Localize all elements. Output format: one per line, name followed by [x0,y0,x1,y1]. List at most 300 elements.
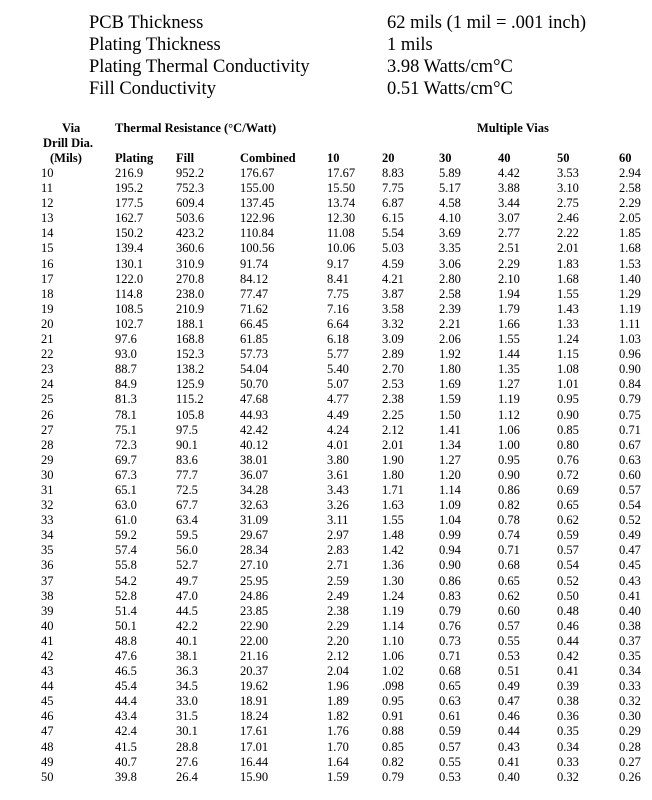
cell-drill-dia: 36 [41,558,54,573]
cell-fill: 36.3 [176,664,198,679]
cell-plating: 216.9 [115,166,144,180]
cell-fill: 423.2 [176,226,205,241]
cell-vias-20: 3.32 [382,316,404,331]
cell-vias-60: 1.29 [619,286,641,301]
cell-plating: 48.8 [115,633,137,648]
table-row [0,287,652,302]
cell-fill: 26.4 [176,769,198,784]
cell-vias-30: 2.39 [439,301,461,316]
cell-plating: 59.2 [115,528,137,543]
table-row [0,724,652,739]
cell-vias-50: 3.10 [557,181,579,196]
cell-vias-50: 0.32 [557,769,579,784]
cell-plating: 150.2 [115,226,144,241]
cell-vias-10: 6.64 [327,316,349,331]
cell-fill: 125.9 [176,377,205,392]
cell-vias-30: 1.92 [439,347,461,362]
cell-vias-10: 1.59 [327,769,349,784]
col-header-40: 40 [498,151,511,165]
cell-vias-30: 3.06 [439,256,461,271]
cell-vias-60: 2.05 [619,211,641,226]
table-row [0,377,652,392]
cell-vias-50: 0.46 [557,618,579,633]
cell-drill-dia: 18 [41,286,54,301]
cell-combined: 77.47 [240,286,269,301]
cell-combined: 29.67 [240,528,269,543]
cell-vias-50: 0.52 [557,573,579,588]
cell-vias-50: 0.35 [557,724,579,739]
table-row [0,740,652,755]
cell-drill-dia: 22 [41,347,54,362]
col-header-20: 20 [382,151,395,165]
cell-drill-dia: 12 [41,196,54,211]
cell-vias-30: 5.89 [439,166,461,180]
cell-vias-50: 0.59 [557,528,579,543]
cell-vias-60: 0.43 [619,573,641,588]
cell-vias-60: 0.26 [619,769,641,784]
cell-vias-20: 2.53 [382,377,404,392]
cell-vias-50: 1.33 [557,316,579,331]
cell-vias-60: 0.28 [619,739,641,754]
cell-vias-10: 3.26 [327,498,349,513]
cell-vias-20: 4.59 [382,256,404,271]
cell-fill: 40.1 [176,633,198,648]
cell-vias-30: 1.27 [439,452,461,467]
cell-vias-50: 2.01 [557,241,579,256]
cell-fill: 44.5 [176,603,198,618]
via-header-line3: (Mils) [50,151,82,165]
cell-drill-dia: 19 [41,301,54,316]
cell-vias-10: 2.49 [327,588,349,603]
cell-plating: 122.0 [115,271,144,286]
cell-fill: 30.1 [176,724,198,739]
cell-drill-dia: 42 [41,649,54,663]
cell-fill: 609.4 [176,196,205,211]
cell-fill: 67.7 [176,498,198,513]
cell-vias-50: 2.46 [557,211,579,226]
cell-vias-10: 12.30 [327,211,356,226]
cell-drill-dia: 45 [41,694,54,709]
cell-vias-50: 2.22 [557,226,579,241]
cell-vias-10: 2.83 [327,543,349,558]
cell-fill: 952.2 [176,166,205,180]
cell-combined: 16.44 [240,754,269,769]
cell-fill: 72.5 [176,482,198,497]
cell-combined: 18.91 [240,694,269,709]
cell-vias-40: 0.53 [498,649,520,663]
cell-vias-50: 1.83 [557,256,579,271]
cell-combined: 28.34 [240,543,269,558]
cell-vias-60: 0.84 [619,377,641,392]
cell-vias-50: 0.69 [557,482,579,497]
cell-fill: 503.6 [176,211,205,226]
cell-combined: 84.12 [240,271,269,286]
cell-drill-dia: 34 [41,528,54,543]
cell-fill: 47.0 [176,588,198,603]
cell-drill-dia: 26 [41,407,54,422]
table-row [0,528,652,543]
cell-vias-20: 1.42 [382,543,404,558]
cell-vias-40: 3.88 [498,181,520,196]
cell-vias-50: 0.90 [557,407,579,422]
cell-vias-50: 1.55 [557,286,579,301]
cell-drill-dia: 46 [41,709,54,724]
cell-vias-20: 1.14 [382,618,404,633]
cell-drill-dia: 23 [41,362,54,377]
table-row [0,453,652,468]
cell-vias-40: 1.19 [498,392,520,407]
cell-drill-dia: 17 [41,271,54,286]
cell-drill-dia: 49 [41,754,54,769]
cell-vias-20: 1.63 [382,498,404,513]
cell-vias-10: 1.89 [327,694,349,709]
param-label-fill-conductivity: Fill Conductivity [89,79,216,99]
table-row [0,770,652,785]
cell-combined: 66.45 [240,316,269,331]
cell-vias-30: 3.69 [439,226,461,241]
cell-vias-10: 3.11 [327,513,349,528]
cell-combined: 21.16 [240,649,269,663]
cell-drill-dia: 10 [41,166,54,180]
cell-plating: 63.0 [115,498,137,513]
cell-plating: 44.4 [115,694,137,709]
table-row [0,468,652,483]
cell-vias-40: 0.65 [498,573,520,588]
cell-vias-10: 1.96 [327,679,349,694]
cell-vias-10: 17.67 [327,166,356,180]
cell-combined: 42.42 [240,422,269,437]
cell-plating: 130.1 [115,256,144,271]
cell-plating: 195.2 [115,181,144,196]
table-row [0,634,652,649]
cell-vias-20: 1.02 [382,664,404,679]
cell-vias-30: 0.76 [439,618,461,633]
cell-vias-10: 2.38 [327,603,349,618]
table-row [0,347,652,362]
cell-vias-60: 0.29 [619,724,641,739]
cell-vias-50: 1.43 [557,301,579,316]
table-row [0,181,652,196]
cell-vias-10: 2.04 [327,664,349,679]
cell-vias-30: 0.94 [439,543,461,558]
cell-vias-30: 2.06 [439,332,461,347]
cell-vias-50: 0.57 [557,543,579,558]
cell-vias-40: 0.74 [498,528,520,543]
cell-vias-10: 6.18 [327,332,349,347]
cell-fill: 238.0 [176,286,205,301]
cell-vias-20: 2.12 [382,422,404,437]
table-row [0,498,652,513]
cell-vias-20: 2.38 [382,392,404,407]
cell-vias-40: 0.86 [498,482,520,497]
cell-drill-dia: 24 [41,377,54,392]
cell-vias-40: 0.41 [498,754,520,769]
cell-vias-20: 1.24 [382,588,404,603]
cell-vias-40: 4.42 [498,166,520,180]
cell-plating: 88.7 [115,362,137,377]
cell-vias-30: 1.50 [439,407,461,422]
cell-vias-10: 5.77 [327,347,349,362]
cell-vias-30: 1.09 [439,498,461,513]
cell-plating: 55.8 [115,558,137,573]
cell-vias-60: 1.11 [619,316,641,331]
cell-drill-dia: 40 [41,618,54,633]
table-row [0,362,652,377]
param-value-plating-thickness: 1 mils [387,35,433,55]
cell-vias-10: 3.43 [327,482,349,497]
cell-vias-10: 4.77 [327,392,349,407]
table-row [0,664,652,679]
cell-vias-60: 0.40 [619,603,641,618]
cell-fill: 83.6 [176,452,198,467]
cell-vias-20: 0.88 [382,724,404,739]
cell-fill: 270.8 [176,271,205,286]
cell-vias-30: 2.58 [439,286,461,301]
cell-vias-10: 13.74 [327,196,356,211]
cell-drill-dia: 32 [41,498,54,513]
cell-vias-60: 0.60 [619,467,641,482]
cell-vias-40: 0.47 [498,694,520,709]
cell-vias-30: 0.86 [439,573,461,588]
cell-vias-60: 0.79 [619,392,641,407]
multiple-vias-header: Multiple Vias [477,121,549,135]
cell-plating: 84.9 [115,377,137,392]
cell-plating: 45.4 [115,679,137,694]
table-row [0,272,652,287]
cell-vias-20: 2.70 [382,362,404,377]
cell-vias-20: 1.71 [382,482,404,497]
cell-fill: 360.6 [176,241,205,256]
cell-plating: 81.3 [115,392,137,407]
table-row [0,196,652,211]
cell-vias-30: 4.58 [439,196,461,211]
cell-vias-10: 9.17 [327,256,349,271]
cell-vias-60: 0.45 [619,558,641,573]
col-header-plating: Plating [115,151,154,165]
cell-vias-40: 0.40 [498,769,520,784]
cell-vias-30: 0.71 [439,649,461,663]
table-row [0,543,652,558]
cell-vias-60: 2.29 [619,196,641,211]
cell-vias-10: 7.16 [327,301,349,316]
cell-vias-40: 1.94 [498,286,520,301]
table-row [0,558,652,573]
cell-vias-30: 0.61 [439,709,461,724]
cell-vias-40: 0.71 [498,543,520,558]
cell-vias-50: 0.48 [557,603,579,618]
cell-vias-20: 1.06 [382,649,404,663]
cell-vias-40: 3.07 [498,211,520,226]
cell-plating: 39.8 [115,769,137,784]
cell-vias-50: 0.62 [557,513,579,528]
via-header-line2: Drill Dia. [43,136,93,150]
cell-vias-40: 0.90 [498,467,520,482]
cell-drill-dia: 13 [41,211,54,226]
cell-vias-10: 11.08 [327,226,355,241]
cell-vias-10: 2.71 [327,558,349,573]
cell-plating: 42.4 [115,724,137,739]
cell-fill: 90.1 [176,437,198,452]
cell-vias-60: 1.03 [619,332,641,347]
cell-vias-10: 4.24 [327,422,349,437]
cell-combined: 57.73 [240,347,269,362]
cell-vias-60: 0.38 [619,618,641,633]
cell-combined: 40.12 [240,437,269,452]
cell-vias-10: 4.49 [327,407,349,422]
cell-combined: 71.62 [240,301,269,316]
cell-combined: 54.04 [240,362,269,377]
cell-drill-dia: 39 [41,603,54,618]
cell-vias-60: 1.19 [619,301,641,316]
table-body [0,166,652,785]
cell-vias-40: 1.27 [498,377,520,392]
cell-combined: 17.61 [240,724,269,739]
table-row [0,604,652,619]
cell-vias-20: 1.19 [382,603,404,618]
table-row [0,755,652,770]
cell-vias-30: 1.59 [439,392,461,407]
cell-vias-50: 1.24 [557,332,579,347]
param-label-pcb-thickness: PCB Thickness [89,13,204,33]
cell-vias-20: 3.87 [382,286,404,301]
cell-vias-10: 7.75 [327,286,349,301]
cell-fill: 97.5 [176,422,198,437]
cell-combined: 22.00 [240,633,269,648]
table-row [0,241,652,256]
cell-vias-20: 1.36 [382,558,404,573]
cell-drill-dia: 11 [41,181,54,196]
cell-vias-60: 0.71 [619,422,641,437]
cell-plating: 65.1 [115,482,137,497]
cell-vias-10: 2.12 [327,649,349,663]
cell-vias-40: 0.82 [498,498,520,513]
cell-vias-40: 3.44 [498,196,520,211]
cell-vias-40: 1.35 [498,362,520,377]
cell-vias-10: 2.29 [327,618,349,633]
cell-combined: 100.56 [240,241,275,256]
table-row [0,589,652,604]
cell-vias-50: 0.80 [557,437,579,452]
cell-vias-60: 0.35 [619,649,641,663]
col-header-fill: Fill [176,151,195,165]
cell-combined: 17.01 [240,739,269,754]
cell-vias-60: 0.47 [619,543,641,558]
cell-drill-dia: 28 [41,437,54,452]
table-row [0,679,652,694]
cell-vias-40: 1.66 [498,316,520,331]
cell-plating: 108.5 [115,301,144,316]
cell-vias-30: 0.65 [439,679,461,694]
cell-vias-20: 1.30 [382,573,404,588]
table-row [0,302,652,317]
table-row [0,574,652,589]
cell-fill: 38.1 [176,649,198,663]
cell-vias-20: 7.75 [382,181,404,196]
cell-vias-30: 1.80 [439,362,461,377]
col-header-60: 60 [619,151,632,165]
cell-vias-20: 3.58 [382,301,404,316]
cell-vias-60: 1.85 [619,226,641,241]
param-value-fill-conductivity: 0.51 Watts/cm°C [387,79,513,99]
cell-vias-30: 4.10 [439,211,461,226]
cell-fill: 138.2 [176,362,205,377]
cell-vias-20: 0.79 [382,769,404,784]
cell-vias-30: 0.79 [439,603,461,618]
cell-combined: 137.45 [240,196,275,211]
cell-combined: 44.93 [240,407,269,422]
cell-plating: 69.7 [115,452,137,467]
cell-vias-50: 0.39 [557,679,579,694]
cell-vias-50: 2.75 [557,196,579,211]
cell-vias-60: 0.30 [619,709,641,724]
cell-vias-20: 5.03 [382,241,404,256]
cell-vias-10: 3.61 [327,467,349,482]
cell-plating: 139.4 [115,241,144,256]
cell-fill: 63.4 [176,513,198,528]
cell-combined: 155.00 [240,181,275,196]
cell-combined: 34.28 [240,482,269,497]
param-label-plating-thickness: Plating Thickness [89,35,221,55]
cell-vias-40: 1.00 [498,437,520,452]
cell-vias-50: 0.76 [557,452,579,467]
cell-vias-50: 0.34 [557,739,579,754]
cell-vias-50: 0.36 [557,709,579,724]
cell-vias-40: 2.51 [498,241,520,256]
cell-vias-20: 4.21 [382,271,404,286]
cell-fill: 168.8 [176,332,205,347]
cell-combined: 61.85 [240,332,269,347]
cell-plating: 51.4 [115,603,137,618]
cell-vias-40: 0.78 [498,513,520,528]
cell-vias-30: 5.17 [439,181,461,196]
cell-plating: 177.5 [115,196,144,211]
cell-combined: 27.10 [240,558,269,573]
cell-vias-30: 1.20 [439,467,461,482]
cell-drill-dia: 38 [41,588,54,603]
cell-vias-40: 1.79 [498,301,520,316]
cell-vias-40: 0.46 [498,709,520,724]
cell-fill: 188.1 [176,316,205,331]
cell-drill-dia: 16 [41,256,54,271]
cell-vias-50: 1.68 [557,271,579,286]
cell-vias-20: 0.82 [382,754,404,769]
cell-vias-20: 0.95 [382,694,404,709]
cell-vias-20: 0.85 [382,739,404,754]
cell-combined: 25.95 [240,573,269,588]
cell-vias-10: 2.97 [327,528,349,543]
cell-combined: 19.62 [240,679,269,694]
cell-drill-dia: 31 [41,482,54,497]
table-row [0,166,652,181]
cell-vias-50: 0.44 [557,633,579,648]
cell-vias-20: 1.90 [382,452,404,467]
table-row [0,226,652,241]
cell-vias-30: 0.90 [439,558,461,573]
cell-vias-60: 0.90 [619,362,641,377]
cell-plating: 97.6 [115,332,137,347]
cell-vias-30: 0.73 [439,633,461,648]
cell-plating: 114.8 [115,286,143,301]
cell-combined: 23.85 [240,603,269,618]
cell-combined: 36.07 [240,467,269,482]
cell-combined: 110.84 [240,226,274,241]
cell-vias-60: 0.75 [619,407,641,422]
cell-plating: 52.8 [115,588,137,603]
cell-vias-20: 3.09 [382,332,404,347]
cell-vias-20: 1.80 [382,467,404,482]
cell-vias-30: 1.69 [439,377,461,392]
cell-vias-60: 1.40 [619,271,641,286]
